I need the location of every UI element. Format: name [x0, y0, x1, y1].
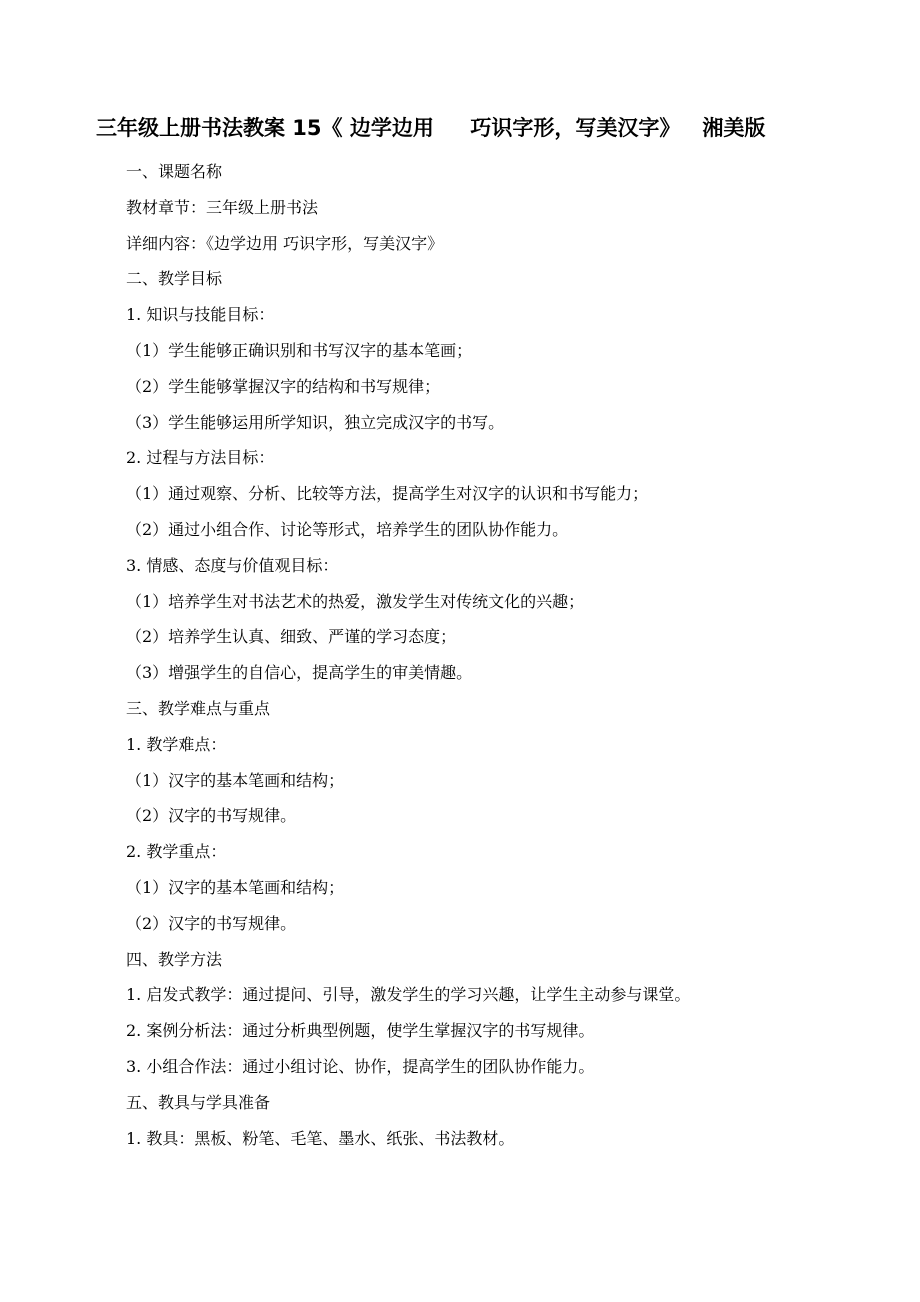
list-item: （3）增强学生的自信心，提高学生的审美情趣。 [126, 663, 473, 683]
section-heading-methods: 四、教学方法 [126, 949, 223, 969]
text-line: 教材章节：三年级上册书法 [126, 197, 319, 217]
section-heading-objectives: 二、教学目标 [126, 269, 223, 289]
list-item: （1）汉字的基本笔画和结构； [126, 877, 345, 897]
text-line: 2. 过程与方法目标： [126, 448, 275, 468]
document-title: 三年级上册书法教案 15《 边学边用 巧识字形，写美汉字》 湘美版 [96, 116, 766, 140]
list-item: （2）汉字的书写规律。 [126, 913, 297, 933]
list-item: （2）汉字的书写规律。 [126, 806, 297, 826]
text-line: 1. 知识与技能目标： [126, 305, 275, 325]
text-line: 详细内容：《边学边用 巧识字形，写美汉字》 [126, 233, 444, 253]
text-line: 1. 教具：黑板、粉笔、毛笔、墨水、纸张、书法教材。 [126, 1128, 515, 1148]
text-line: 1. 启发式教学：通过提问、引导，激发学生的学习兴趣，让学生主动参与课堂。 [126, 985, 691, 1005]
text-line: 1. 教学难点： [126, 734, 227, 754]
section-heading-materials: 五、教具与学具准备 [126, 1092, 271, 1112]
text-line: 2. 教学重点： [126, 842, 227, 862]
section-heading-topic: 一、课题名称 [126, 162, 223, 181]
list-item: （1）学生能够正确识别和书写汉字的基本笔画； [126, 340, 473, 360]
list-item: （2）通过小组合作、讨论等形式，培养学生的团队协作能力。 [126, 519, 569, 539]
list-item: （1）培养学生对书法艺术的热爱，激发学生对传统文化的兴趣； [126, 591, 585, 611]
list-item: （1）通过观察、分析、比较等方法，提高学生对汉字的认识和书写能力； [126, 484, 649, 504]
list-item: （2）学生能够掌握汉字的结构和书写规律； [126, 376, 441, 396]
text-line: 3. 情感、态度与价值观目标： [126, 555, 339, 575]
list-item: （1）汉字的基本笔画和结构； [126, 770, 345, 790]
text-line: 3. 小组合作法：通过小组讨论、协作，提高学生的团队协作能力。 [126, 1056, 595, 1076]
document-body [126, 154, 866, 1156]
text-line: 2. 案例分析法：通过分析典型例题，使学生掌握汉字的书写规律。 [126, 1021, 595, 1041]
section-heading-difficulties: 三、教学难点与重点 [126, 698, 271, 718]
list-item: （3）学生能够运用所学知识，独立完成汉字的书写。 [126, 412, 505, 432]
list-item: （2）培养学生认真、细致、严谨的学习态度； [126, 627, 457, 647]
